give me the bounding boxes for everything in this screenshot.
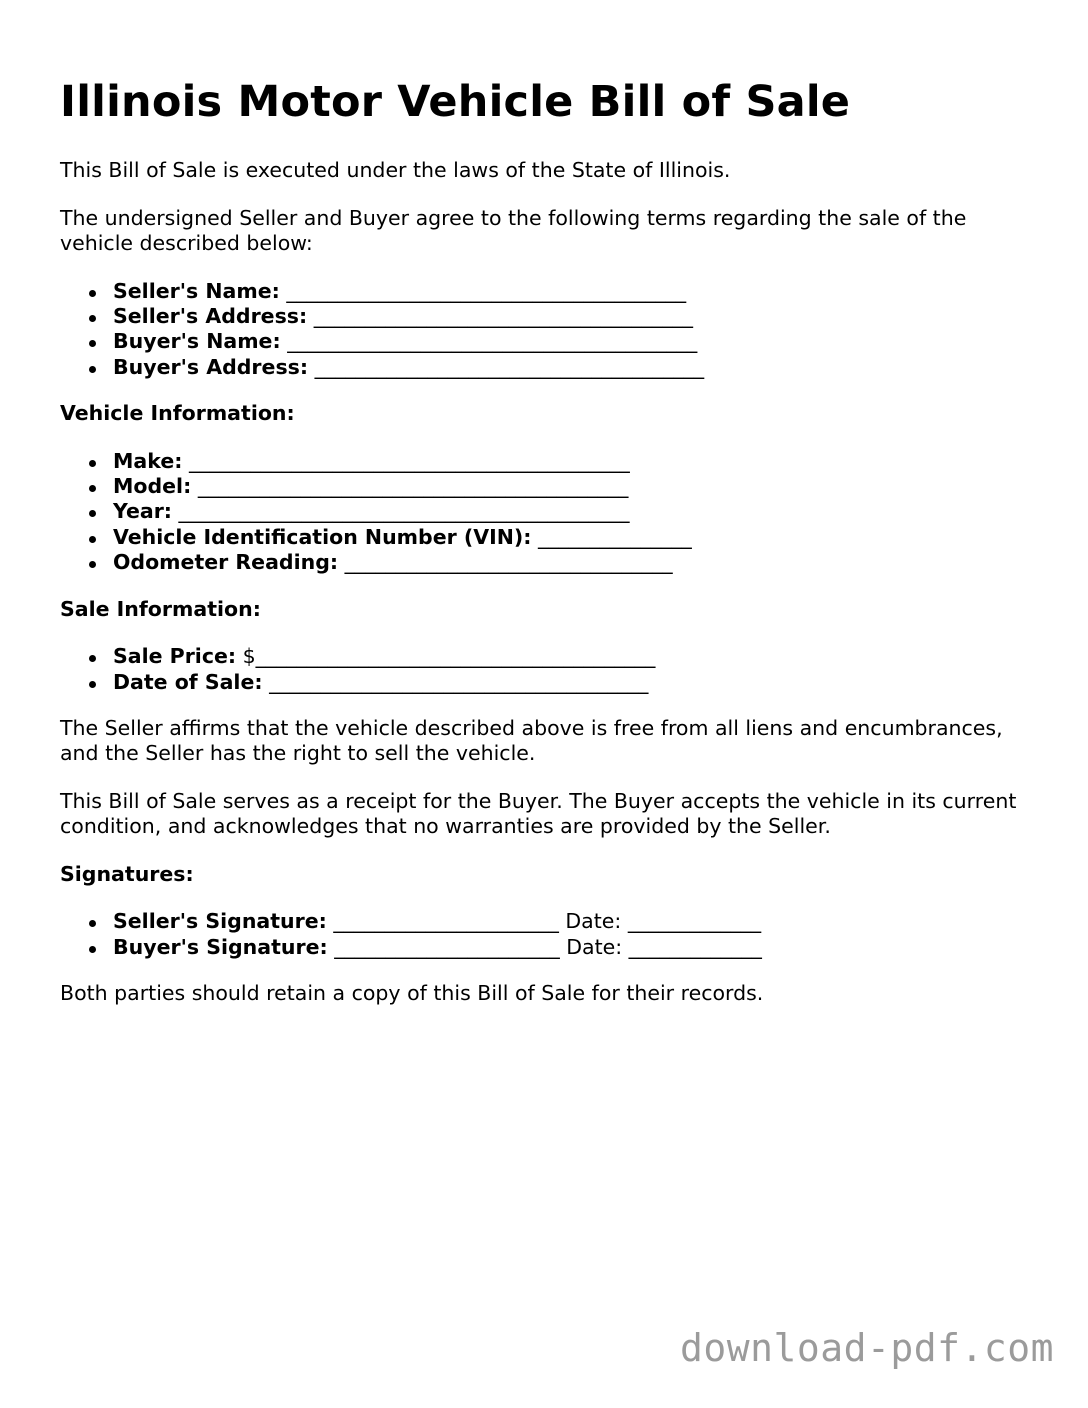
vin-blank[interactable]: _______________ [531,524,692,549]
field-label: Seller's Address: [113,303,308,328]
list-item [113,935,1028,960]
list-item [113,909,1028,934]
vehicle-list [60,449,1028,576]
terms-paragraph: The undersigned Seller and Buyer agree to the following terms regarding the sale of the vehicle described below: [60,205,967,255]
field-label: Buyer's Name: [113,329,281,354]
seller-address-blank[interactable]: _____________________________________ [307,303,693,328]
list-item [113,449,1028,474]
list-item [113,525,1028,550]
document-page [60,74,1028,1029]
list-item [113,499,1028,524]
liens-paragraph: The Seller affirms that the vehicle described above is free from all liens and encumbrances, and the Seller has the right to sell the vehicle. [60,715,1003,766]
list-item [113,355,1028,380]
field-label: Buyer's Address: [113,354,309,379]
field-label: Model: [113,474,192,499]
buyer-name-blank[interactable]: ________________________________________ [280,329,698,354]
buyer-address-blank[interactable]: ______________________________________ [308,354,705,379]
field-label: Seller's Signature: [113,909,327,934]
sale-list [60,644,1028,695]
parties-list [60,279,1028,381]
receipt-paragraph: This Bill of Sale serves as a receipt for the Buyer. The Buyer accepts the vehicle in its current condition, and acknowledges that no warranties are provided by the Seller. [60,788,1017,839]
list-item [113,279,1028,304]
list-item [113,304,1028,329]
year-blank[interactable]: ____________________________________________ [172,499,630,524]
seller-signature-blank[interactable]: ______________________ Date: _____________ [326,909,762,934]
signatures-list [60,909,1028,960]
field-label: Year: [113,499,173,524]
field-label: Make: [113,448,183,473]
field-label: Buyer's Signature: [113,934,328,959]
list-item [113,329,1028,354]
buyer-signature-blank[interactable]: ______________________ Date: _____________ [327,934,762,959]
sale-price-blank[interactable]: $_______________________________________ [236,644,656,669]
seller-name-blank[interactable]: _______________________________________ [279,278,687,303]
field-label: Seller's Name: [113,278,280,303]
odometer-blank[interactable]: ________________________________ [338,550,673,575]
make-blank[interactable]: ___________________________________________ [182,448,630,473]
intro-paragraph: This Bill of Sale is executed under the laws of the State of Illinois. [60,158,731,182]
closing-paragraph: Both parties should retain a copy of this Bill of Sale for their records. [60,981,764,1006]
vehicle-section-heading: Vehicle Information: [60,401,295,426]
watermark: download-pdf.com [679,1326,1054,1370]
field-label: Odometer Reading: [113,550,339,575]
field-label: Sale Price: [113,644,237,669]
sale-section-heading: Sale Information: [60,596,261,621]
list-item [113,644,1028,669]
list-item [113,670,1028,695]
list-item [113,474,1028,499]
field-label: Vehicle Identification Number (VIN): [113,524,532,549]
page-title: Illinois Motor Vehicle Bill of Sale [60,77,851,127]
signatures-section-heading: Signatures: [60,861,194,886]
field-label: Date of Sale: [113,669,263,694]
sale-date-blank[interactable]: _____________________________________ [262,669,649,694]
model-blank[interactable]: __________________________________________ [191,474,629,499]
list-item [113,550,1028,575]
